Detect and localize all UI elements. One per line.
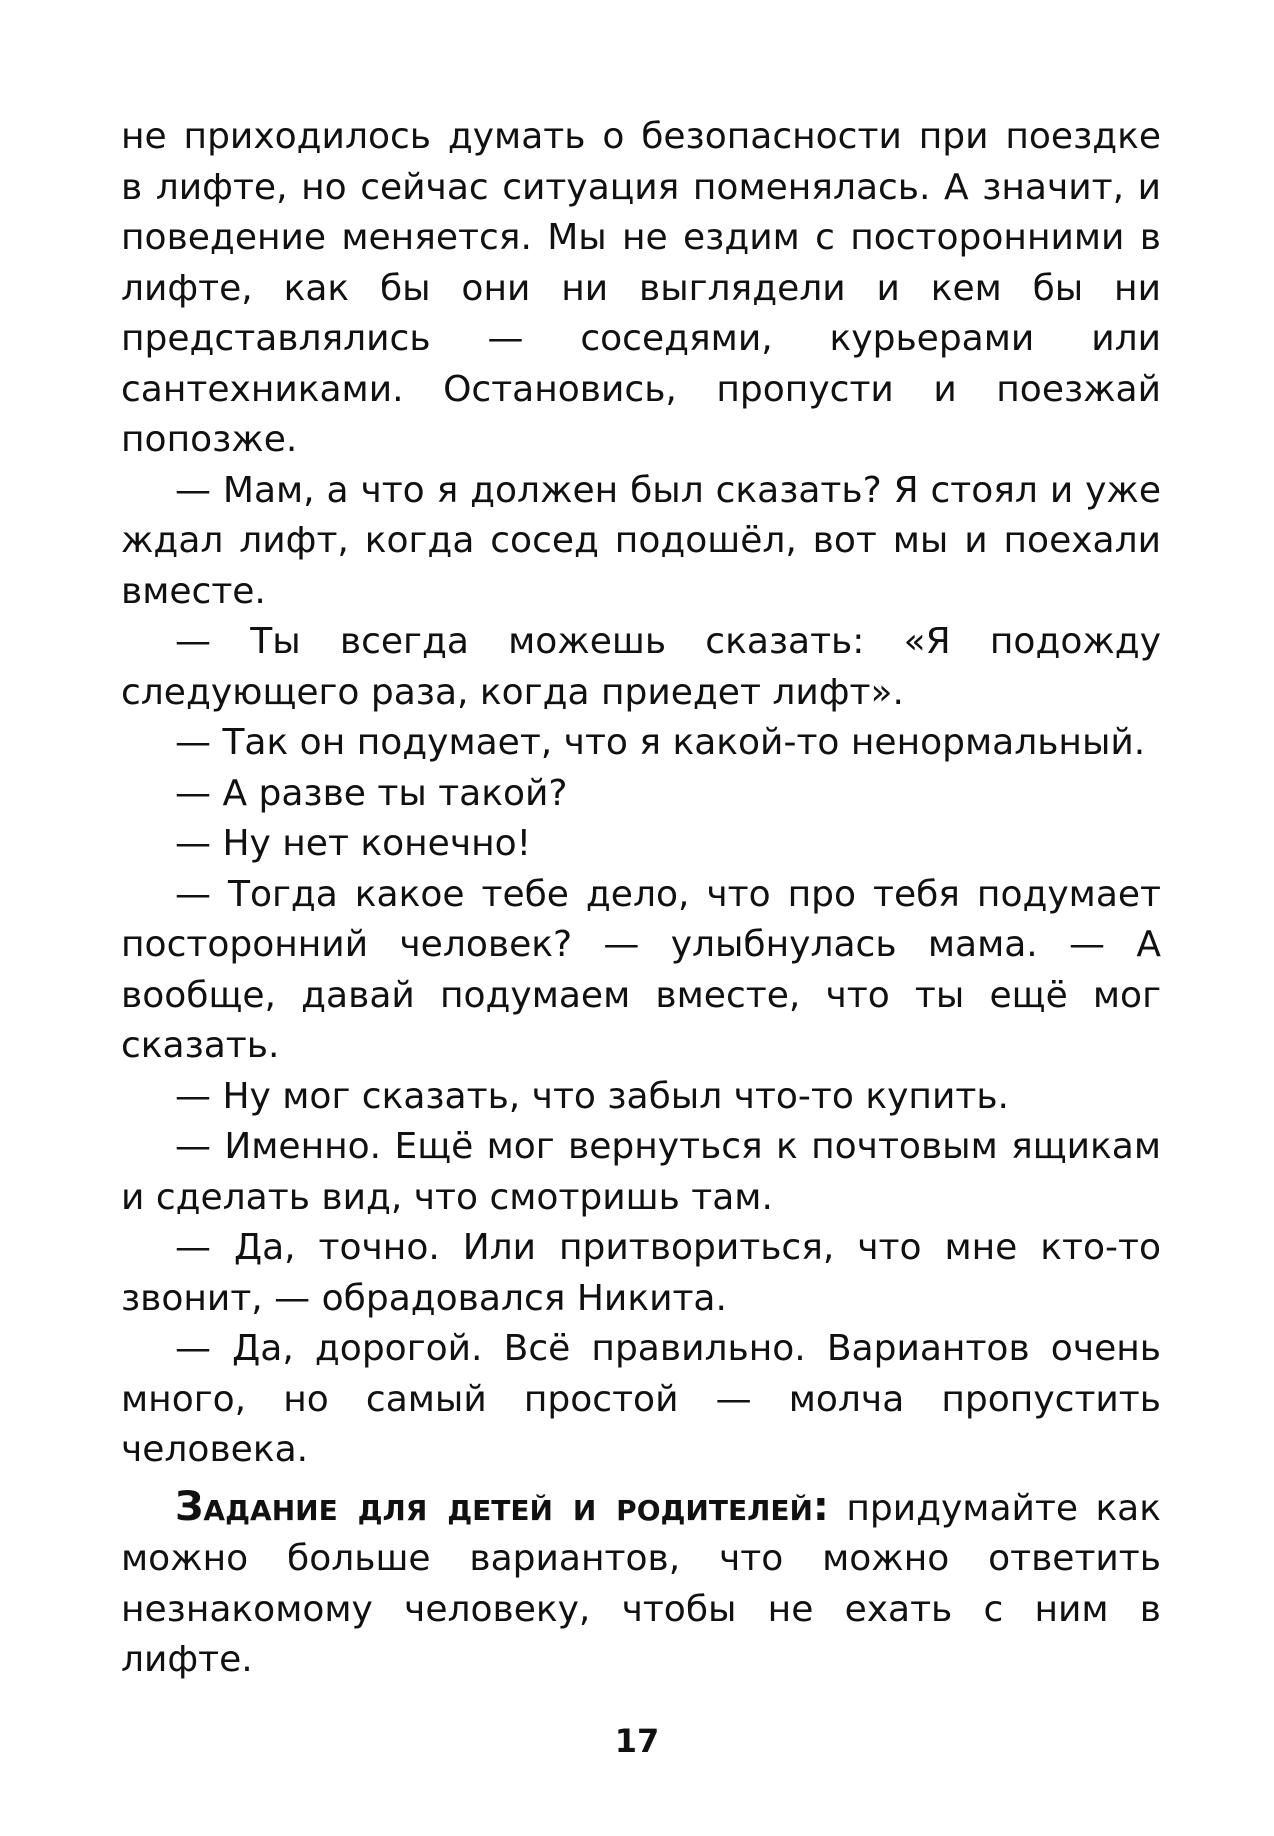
dialogue-line: — Ну мог сказать, что забыл что-то купить. bbox=[175, 1075, 1009, 1117]
dialogue-line: — Ты всегда можешь сказать: «Я подожду следующего раза, когда приедет лифт». bbox=[121, 621, 1161, 713]
page-number: 17 bbox=[614, 1722, 660, 1760]
paragraph-continuation: не приходилось думать о безопасности при поездке в лифте, но сейчас ситуация поменялась. А значит, и поведение меняется. Мы не ездим с посторонними в лифте, как бы они ни выглядели и кем бы ни представлялись — соседями, курьерами или сантехниками. Остановись, пропусти и поезжай попозже. bbox=[121, 116, 1161, 460]
dialogue-line: — Ну нет конечно! bbox=[175, 823, 532, 864]
dialogue-line: — Тогда какое тебе дело, что про тебя подумает посторонний человек? — улыбнулась мама. — А вообще, давай подумаем вместе, что ты ещё мог сказать. bbox=[121, 873, 1161, 1066]
dialogue-line: — А разве ты такой? bbox=[175, 772, 568, 814]
task-text: придумайте как можно больше вариантов, что можно ответить незнакомому человеку, чтобы не ехать с ним в лифте. bbox=[121, 1487, 1161, 1680]
dialogue-line: — Да, дорогой. Всё правильно. Вариантов очень много, но самый простой — молча пропустить человека. bbox=[121, 1328, 1161, 1470]
dialogue-line: — Именно. Ещё мог вернуться к почтовым ящикам и сделать вид, что смотришь там. bbox=[121, 1126, 1161, 1218]
page-body bbox=[121, 112, 1161, 1686]
task-paragraph bbox=[121, 1482, 1161, 1686]
task-heading: Задание для детей и родителей: bbox=[175, 1483, 829, 1530]
dialogue-line: — Да, точно. Или притвориться, что мне кто-то звонит, — обрадовался Никита. bbox=[121, 1227, 1161, 1319]
dialogue-line: — Так он подумает, что я какой-то ненормальный. bbox=[175, 722, 1146, 763]
dialogue-line: — Мам, а что я должен был сказать? Я стоял и уже ждал лифт, когда сосед подошёл, вот мы и поехали вместе. bbox=[121, 469, 1161, 612]
